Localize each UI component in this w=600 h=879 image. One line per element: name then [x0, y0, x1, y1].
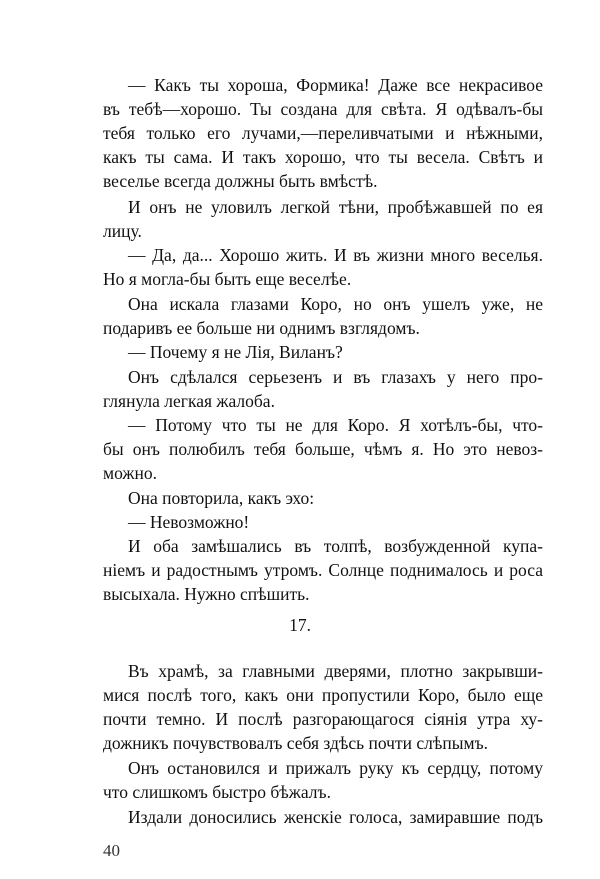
text-line: какъ ты сама. И такъ хорошо, что ты весела. Свѣтъ и — [103, 147, 543, 167]
text-line: лицу. — [103, 221, 142, 241]
text-line: въ тебѣ—хорошо. Ты создана для свѣта. Я одѣвалъ-бы — [103, 99, 543, 119]
text-line: — Почему я не Лія, Виланъ? — [128, 342, 343, 362]
text-line: Въ храмѣ, за главными дверями, плотно закрывши- — [128, 661, 543, 681]
text-line: Она повторила, какъ эхо: — [128, 488, 315, 508]
text-line: бы онъ полюбилъ тебя больше, чѣмъ я. Но это невоз- — [103, 439, 543, 459]
text-line: И оба замѣшались въ толпѣ, возбужденной купа- — [128, 536, 543, 556]
text-line: — Да, да... Хорошо жить. И въ жизни много веселья. — [128, 245, 543, 265]
text-line: Онъ сдѣлался серьезенъ и въ глазахъ у него про- — [128, 367, 543, 387]
text-line: веселье всегда должны быть вмѣстѣ. — [103, 171, 378, 191]
text-line: Онъ остановился и прижалъ руку къ сердцу, потому — [128, 758, 543, 778]
text-line: Но я могла-бы быть еще веселѣе. — [103, 269, 352, 289]
text-line: высыхала. Нужно спѣшить. — [103, 584, 310, 604]
page-number: 40 — [103, 841, 120, 860]
text-line: — Невозможно! — [128, 512, 250, 532]
text-line: — Какъ ты хороша, Формика! Даже все некрасивое — [128, 75, 543, 95]
chapter-number: 17. — [289, 615, 311, 635]
text-line: И онъ не уловилъ легкой тѣни, пробѣжавшей по ея — [128, 197, 543, 217]
text-line: — Потому что ты не для Коро. Я хотѣлъ-бы, что- — [128, 415, 543, 435]
text-line: ніемъ и радостнымъ утромъ. Солнце поднималось и роса — [103, 560, 543, 580]
text-line: дожникъ почувствовалъ себя здѣсь почти слѣпымъ. — [103, 733, 488, 753]
text-line: почти темно. И послѣ разгорающагося сіянія утра ху- — [103, 709, 543, 729]
text-line: мися послѣ того, какъ они пропустили Коро, было еще — [103, 685, 543, 705]
text-line: глянула легкая жалоба. — [103, 391, 275, 411]
text-line: тебя только его лучами,—переливчатыми и нѣжными, — [103, 123, 543, 143]
text-line: Издали доносились женскіе голоса, замиравшие подъ — [128, 807, 543, 827]
text-line: подаривъ ее больше ни однимъ взглядомъ. — [103, 318, 420, 338]
text-line: можно. — [103, 463, 157, 483]
text-line: что слишкомъ быстро бѣжалъ. — [103, 782, 331, 802]
text-line: Она искала глазами Коро, но онъ ушелъ уже, не — [128, 294, 543, 314]
